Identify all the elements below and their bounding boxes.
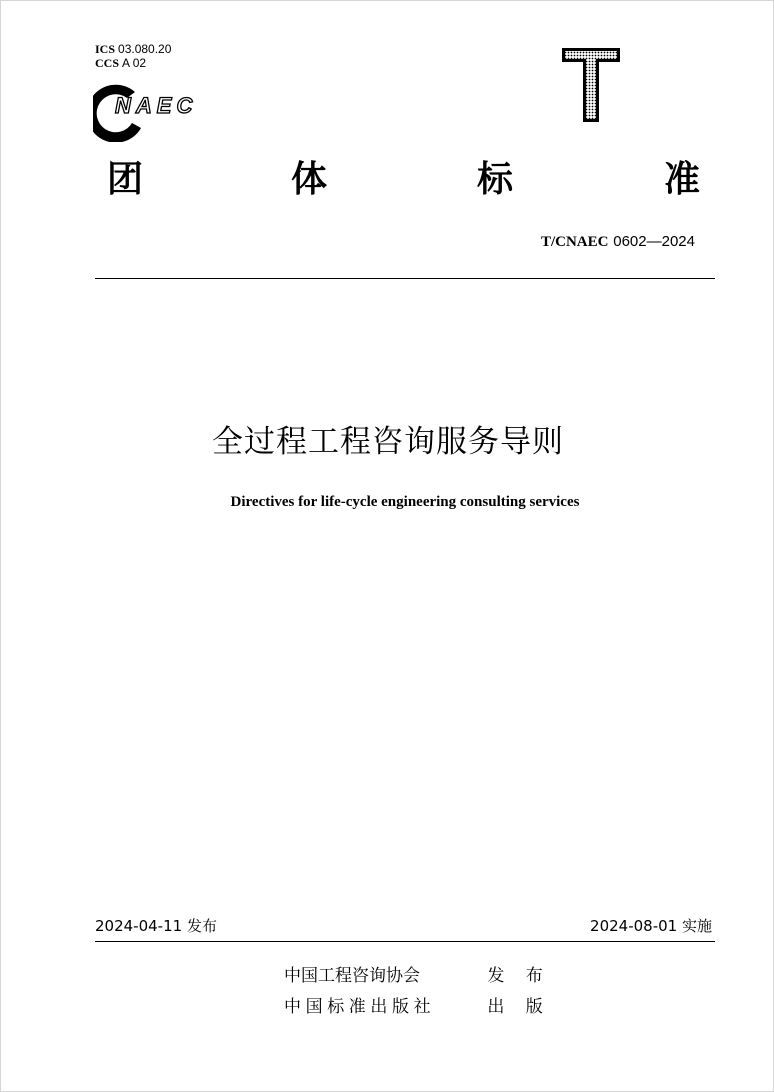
header-divider xyxy=(95,278,715,279)
publisher-row xyxy=(284,965,551,987)
cnaec-logo xyxy=(93,76,205,142)
category-char-1: 团 xyxy=(107,159,144,200)
standard-number-value: 0602—2024 xyxy=(613,233,695,250)
ccs-code xyxy=(95,56,171,70)
publisher-row xyxy=(284,996,551,1018)
ics-value: 03.080.20 xyxy=(118,42,172,56)
publisher-org: 中国工程咨询协会 xyxy=(284,966,420,986)
group-standard-t-mark xyxy=(558,45,624,125)
publisher-org: 中国标准出版社 xyxy=(284,997,436,1017)
issue-date: 2024-04-11 发布 xyxy=(95,917,217,935)
ccs-value: A 02 xyxy=(122,56,147,70)
document-title-english: Directives for life-cycle engineering consulting services xyxy=(230,494,580,510)
classification-codes xyxy=(95,42,171,70)
category-char-3: 标 xyxy=(477,159,514,200)
svg-text:NAEC: NAEC xyxy=(115,93,198,118)
document-title-chinese: 全过程工程咨询服务导则 xyxy=(212,424,564,460)
publisher-action: 发 布 xyxy=(487,966,551,986)
standard-number-prefix: T/CNAEC xyxy=(540,234,609,250)
category-char-4: 准 xyxy=(664,159,701,200)
publisher-action: 出 版 xyxy=(487,997,551,1017)
category-char-2: 体 xyxy=(291,159,328,200)
footer-divider xyxy=(95,941,715,942)
effective-date: 2024-08-01 实施 xyxy=(590,917,712,935)
ccs-label: CCS xyxy=(95,56,120,70)
ics-label: ICS xyxy=(95,42,116,56)
ics-code xyxy=(95,42,171,56)
standard-number xyxy=(541,232,695,251)
